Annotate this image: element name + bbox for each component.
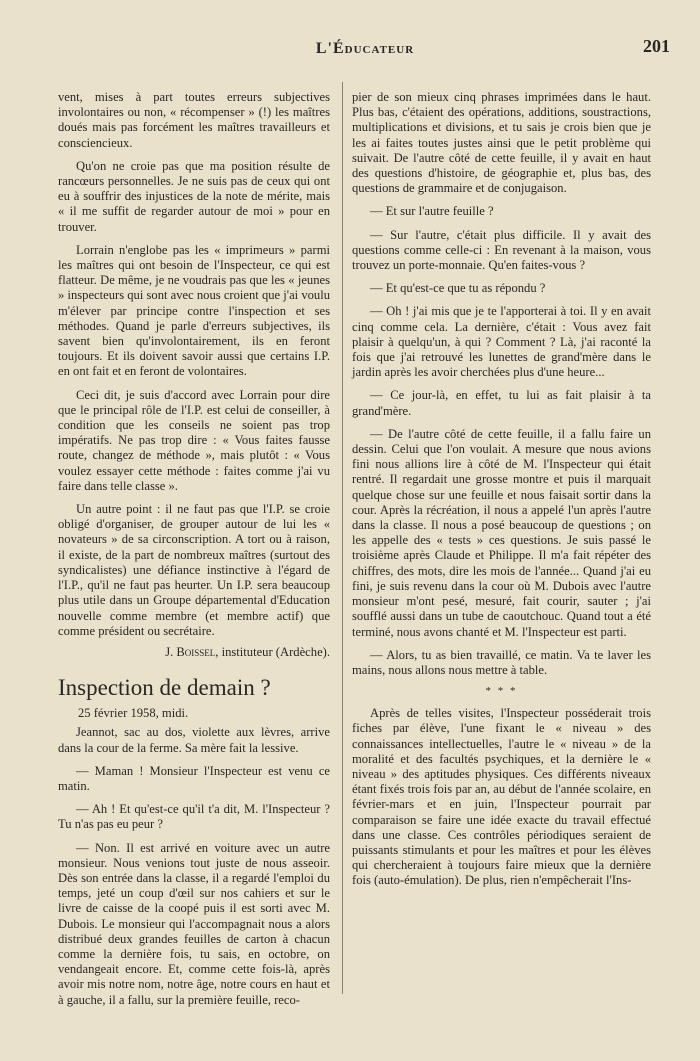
paragraph: — Et sur l'autre feuille ? bbox=[370, 204, 494, 219]
paragraph: — Et qu'est-ce que tu as répondu ? bbox=[370, 281, 546, 296]
paragraph: Jeannot, sac au dos, violette aux lèvres, arrive dans la cour de la ferme. Sa mère fait la lessive. bbox=[58, 725, 330, 755]
page-number: 201 bbox=[643, 36, 670, 56]
column-divider bbox=[342, 82, 343, 994]
page-header bbox=[56, 36, 674, 66]
paragraph: — Ce jour-là, en effet, tu lui as fait plaisir à ta grand'mère. bbox=[352, 388, 651, 418]
signature-name: J. Boissel bbox=[165, 644, 216, 659]
paragraph: pier de son mieux cinq phrases imprimées dans le haut. Plus bas, c'étaient des opérations, additions, soustractions, multiplications et divisions, et tu sais je crois bien que je les ai faites toutes justes ainsi que le petit problème qui suivait. De l'autre côté de cette feuille, il y avait en haut des questions d'histoire, de géographie et, plus bas, des questions de grammaire et de conjugaison. bbox=[352, 90, 651, 196]
article-date: 25 février 1958, midi. bbox=[78, 706, 189, 721]
paragraph: Ceci dit, je suis d'accord avec Lorrain pour dire que le principal rôle de l'I.P. est celui de conseiller, à condition que les conseils ne soient pas trop impératifs. Ne pas trop dire : « Vous faites fausse route, changez de méthode », mais plutôt : « Vous voulez essayer cette méthode : faites comme j'ai vu faire dans telle classe ». bbox=[58, 387, 330, 493]
paragraph: — De l'autre côté de cette feuille, il a fallu faire un dessin. Celui que l'on voulait. A mesure que nous avions fini nous allions lire à côté de M. l'Inspecteur qui était rentré. Il regardait une grosse montre et puis il marquait quelque chose sur une feuille et nous faisait sortir dans la cour. Après la récréation, il nous a appelé l'un après l'autre dans la classe. Il nous a posé beaucoup de questions ; on les appelle des « tests » ces questions. Je suis passé le troisième après Claude et Philippe. Il m'a fait répéter des chiffres, des mots, dire les mois de l'année... Quand j'ai eu fini, je suis revenu dans la cour où M. Dubois avec l'autre monsieur m'ont pesé, mesuré, fait courir, sauter ; j'ai soufflé aussi dans un tube de caoutchouc. Quand tout a été terminé, nous avons chanté et M. l'Inspecteur est parti. bbox=[352, 426, 651, 639]
signature-rest: , instituteur (Ardèche). bbox=[215, 644, 330, 659]
paragraph: — Oh ! j'ai mis que je te l'apporterai à toi. Il y en avait cinq comme cela. La dernière, c'était : Vous avez fait plaisir à quelqu'un, à qui ? Comment ? Là, j'ai raconté la fois que j'ai retrouvé les lunettes de grand'mère dans le jardin après les avoir cherchées plus d'une heure... bbox=[352, 304, 651, 380]
paragraph: Un autre point : il ne faut pas que l'I.P. se croie obligé d'organiser, de grouper autour de lui les « novateurs » de sa circonscription. A tort ou à raison, il existe, de la part de nombreux maîtres (surtout des syndicalistes) une défiance instinctive à l'égard de l'I.P., qu'il ne faut pas heurter. Un I.P. sera beaucoup plus utile dans un Groupe départemental d'Education nouvelle comme membre (et membre actif) que comme président ou secrétaire. bbox=[58, 502, 330, 638]
paragraph: vent, mises à part toutes erreurs subjectives involontaires ou non, « récompenser » (!) les maîtres doués mais pas forcément les maîtres travailleurs et consciencieux. bbox=[58, 90, 330, 150]
right-column bbox=[352, 90, 651, 889]
paragraph: — Sur l'autre, c'était plus difficile. Il y avait des questions comme celle-ci : En revenant à la maison, vous trouvez un porte-monnaie. Qu'en faites-vous ? bbox=[352, 227, 651, 273]
article-title: Inspection de demain ? bbox=[58, 675, 271, 701]
paragraph: — Alors, tu as bien travaillé, ce matin. Va te laver les mains, nous allons nous mettre à table. bbox=[352, 647, 651, 677]
left-column bbox=[58, 90, 330, 1008]
paragraph: — Maman ! Monsieur l'Inspecteur est venu ce matin. bbox=[58, 763, 330, 793]
paragraph: Lorrain n'englobe pas les « imprimeurs » parmi les maîtres qui ont besoin de l'Inspecteur, ce qui est flatteur. De même, je ne voudrais pas que les « jeunes » inspecteurs qui sont avec nous croient que j'ai voulu m'élever par principe contre l'inspection et ses méthodes. Quand je parle d'erreurs subjectives, ils savent bien qu'involontairement, ils en feront toujours. Et ils doivent savoir aussi que certains I.P. en ont fait et en feront de volontaires. bbox=[58, 242, 330, 379]
journal-title: L'Éducateur bbox=[315, 40, 415, 57]
signature bbox=[58, 645, 330, 660]
paragraph: — Ah ! Et qu'est-ce qu'il t'a dit, M. l'Inspecteur ? Tu n'as pas eu peur ? bbox=[58, 802, 330, 832]
paragraph: Après de telles visites, l'Inspecteur posséderait trois fiches par élève, l'une fixant le « niveau » des connaissances intellectuelles, l'autre le « niveau » de la moralité et des facultés psychiques, et la dernière le « niveau » des aptitudes physiques. Ces différents niveaux étant fixés trois fois par an, au début de l'année scolaire, en février-mars et en juin, l'Inspecteur pourrait par comparaison se faire une idée exacte du travail effectué dans une classe. Ces contrôles périodiques seraient de puissants stimulants et pour les maîtres et pour les élèves qui chercheraient à toujours faire mieux que la dernière fois (auto-émulation). De plus, rien n'empêcherait l'Ins- bbox=[352, 706, 651, 888]
paragraph: — Non. Il est arrivé en voiture avec un autre monsieur. Nous venions tout juste de nous asseoir. Dès son entrée dans la classe, il a regardé l'emploi du temps, jeté un coup d'œil sur nos cahiers et sur le livre de caisse de la coopé puis il est sorti avec M. Dubois. Le monsieur qui l'accompagnait nous a alors distribué deux grandes feuilles de carton à chacun comme la dernière fois, tu sais, en octobre, on vendangeait encore. Et, comme cette fois-là, après avoir mis notre nom, notre âge, notre cours en haut et à gauche, il a fallu, sur la première feuille, reco- bbox=[58, 840, 330, 1007]
section-separator: * * * bbox=[485, 685, 518, 698]
paragraph: Qu'on ne croie pas que ma position résulte de rancœurs personnelles. Je ne suis pas de ceux qui ont eu à souffrir des injustices de la note de mérite, mais « il me suffit de regarder autour de moi » pour en trouver. bbox=[58, 158, 330, 234]
